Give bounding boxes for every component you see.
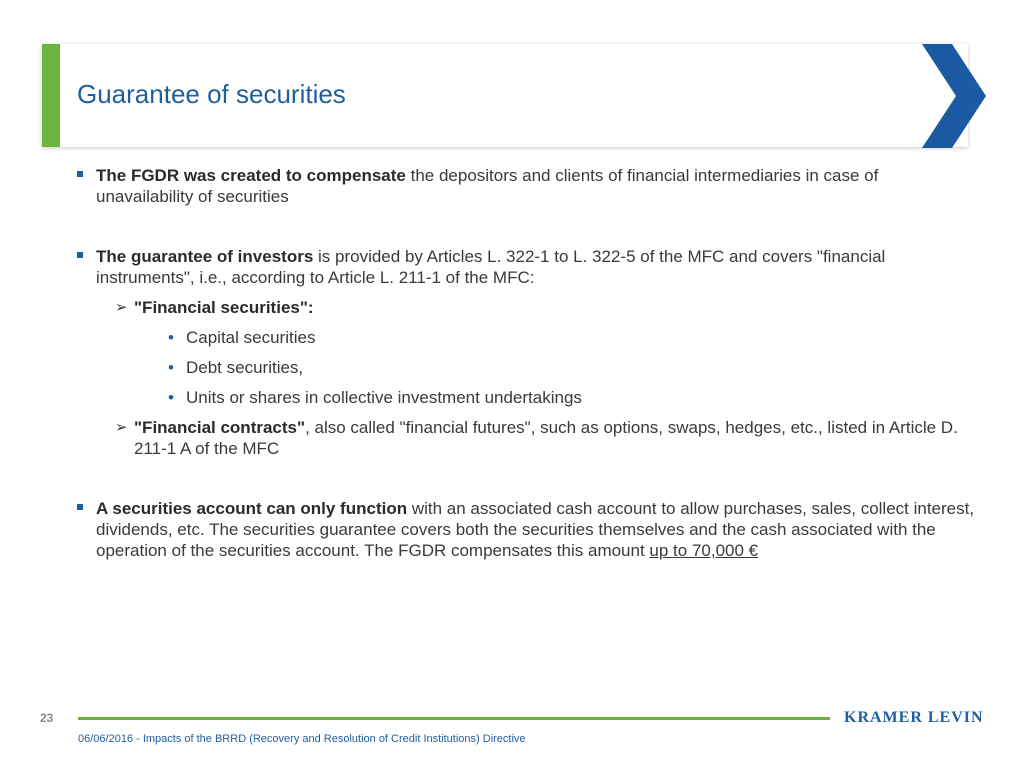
square-bullet-icon: [77, 504, 83, 510]
slide-body: [76, 165, 976, 561]
arrowhead-bullet-icon: ➢: [115, 299, 128, 316]
dot-bullet-icon: •: [168, 388, 174, 407]
sub-bullet-bold: "Financial contracts": [134, 418, 306, 437]
list-item-text: Units or shares in collective investment undertakings: [186, 388, 582, 407]
sub-bullet-text: , also called "financial futures", such as options, swaps, hedges, etc., listed in Article D. 211-1 A of the MFC: [134, 418, 958, 458]
compensation-limit: up to 70,000 €: [649, 541, 759, 560]
sub-bullet-financial-securities: [76, 297, 976, 318]
bullet-text: with an associated cash account to allow purchases, sales, collect interest, dividends, etc. The securities guarantee covers both the securities themselves and the cash associated with the operation of the securities account. The FGDR compensates this amount: [96, 499, 975, 560]
footer-divider: [78, 717, 830, 720]
bullet-securities-account: [76, 498, 976, 561]
bullet-bold: A securities account can only function: [96, 499, 408, 518]
sub-bullet-bold: "Financial securities":: [134, 298, 314, 317]
title-accent-bar: [42, 44, 60, 147]
square-bullet-icon: [77, 252, 83, 258]
list-item-text: Debt securities,: [186, 358, 304, 377]
bullet-compensation: [76, 165, 976, 207]
bullet-text: the depositors and clients of financial intermediaries in case of unavailability of securities: [96, 166, 879, 206]
dot-bullet-icon: •: [168, 358, 174, 377]
title-bar: [42, 44, 968, 147]
page-title: Guarantee of securities: [77, 79, 346, 109]
list-item: [76, 327, 976, 348]
bullet-bold: The guarantee of investors: [96, 247, 314, 266]
kramer-levin-logo: KRAMER LEVIN: [844, 709, 984, 726]
footer-caption: 06/06/2016 - Impacts of the BRRD (Recovery and Resolution of Credit Institutions) Directive: [78, 733, 526, 745]
list-item: [76, 357, 976, 378]
list-item: [76, 387, 976, 408]
bullet-text: is provided by Articles L. 322-1 to L. 322-5 of the MFC and covers "financial instruments", i.e., according to Article L. 211-1 of the MFC:: [96, 247, 886, 287]
sub-bullet-financial-contracts: [76, 417, 976, 459]
page-number: 23: [40, 711, 54, 725]
bullet-bold: The FGDR was created to compensate: [96, 166, 406, 185]
chevron-right-icon: [922, 44, 986, 148]
square-bullet-icon: [77, 171, 83, 177]
dot-bullet-icon: •: [168, 328, 174, 347]
list-item-text: Capital securities: [186, 328, 316, 347]
bullet-guarantee-investors: [76, 246, 976, 288]
arrowhead-bullet-icon: ➢: [115, 419, 128, 436]
